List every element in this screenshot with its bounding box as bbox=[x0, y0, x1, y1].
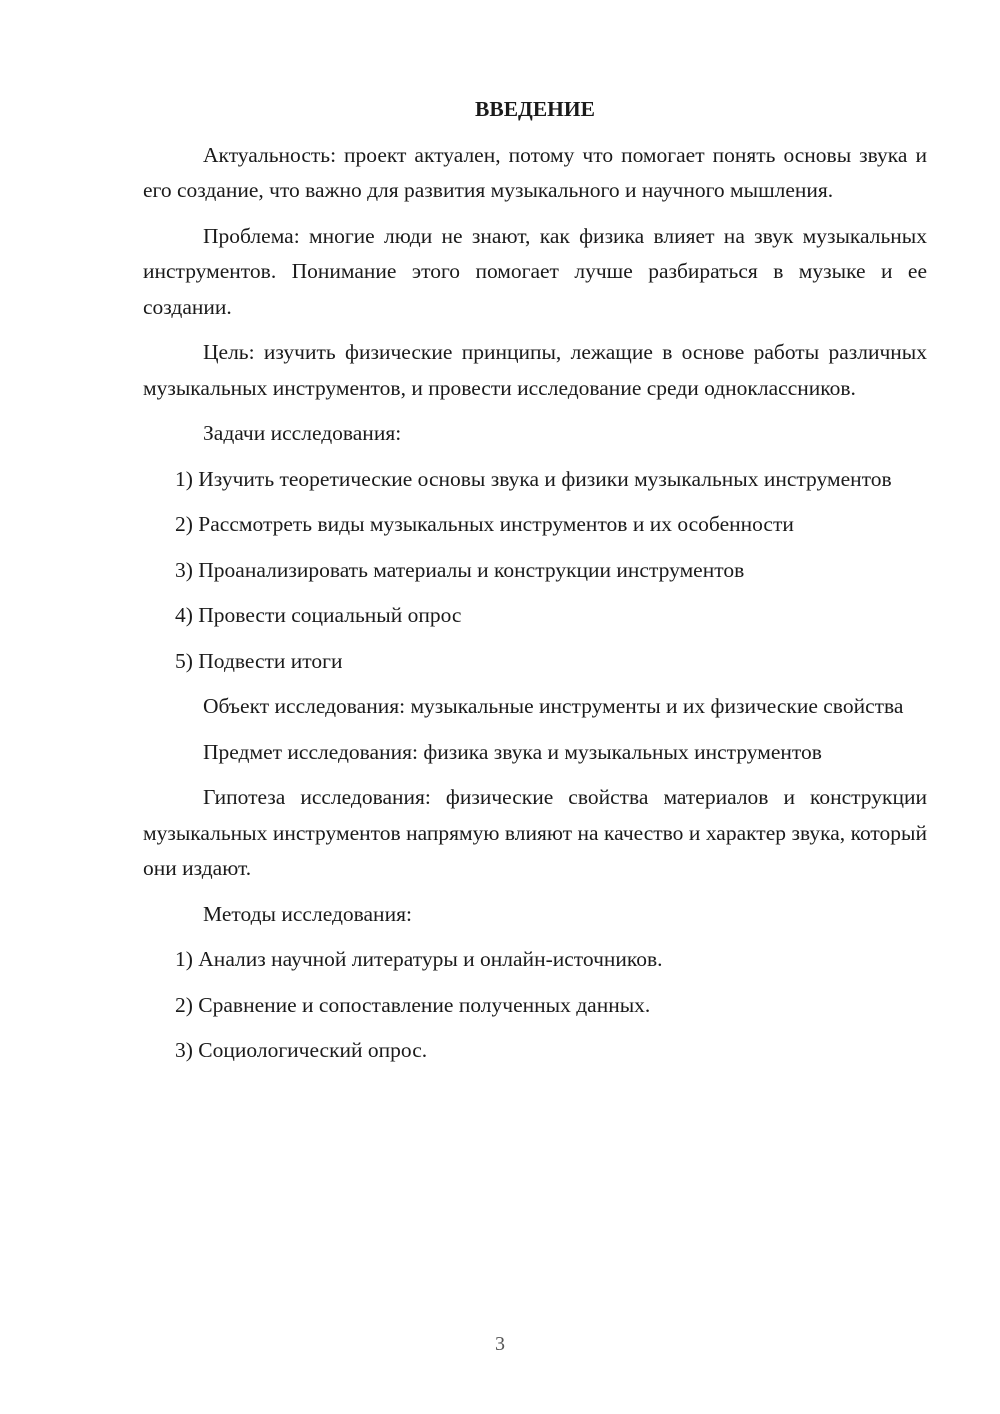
task-item: 1) Изучить теоретические основы звука и физики музыкальных инструментов bbox=[175, 466, 892, 491]
method-item: 3) Социологический опрос. bbox=[175, 1038, 428, 1062]
hypothesis-paragraph: Гипотеза исследования: физические свойства материалов и конструкции музыкальных инструментов напрямую влияют на качество и характер звука, который они издают. bbox=[143, 785, 927, 880]
task-item: 2) Рассмотреть виды музыкальных инструментов и их особенности bbox=[175, 512, 794, 536]
method-item: 2) Сравнение и сопоставление полученных данных. bbox=[175, 992, 651, 1017]
methods-heading: Методы исследования: bbox=[203, 901, 412, 926]
task-item: 3) Проанализировать материалы и конструкции инструментов bbox=[175, 557, 745, 582]
problem-paragraph: Проблема: многие люди не знают, как физика влияет на звук музыкальных инструментов. Понимание этого помогает лучше разбираться в музыке и ее создании. bbox=[143, 223, 927, 319]
section-title: ВВЕДЕНИЕ bbox=[475, 97, 595, 121]
relevance-paragraph: Актуальность: проект актуален, потому что помогает понять основы звука и его создание, что важно для развития музыкального и научного мышления. bbox=[143, 142, 927, 202]
document-page bbox=[143, 92, 927, 1079]
task-item: 5) Подвести итоги bbox=[175, 648, 343, 673]
method-item: 1) Анализ научной литературы и онлайн-источников. bbox=[175, 947, 663, 971]
page-number: 3 bbox=[495, 1333, 505, 1355]
tasks-heading: Задачи исследования: bbox=[203, 421, 402, 445]
goal-paragraph: Цель: изучить физические принципы, лежащие в основе работы различных музыкальных инструментов, и провести исследование среди одноклассников. bbox=[143, 340, 927, 400]
task-item: 4) Провести социальный опрос bbox=[175, 603, 462, 627]
subject-paragraph: Предмет исследования: физика звука и музыкальных инструментов bbox=[203, 739, 822, 764]
object-paragraph: Объект исследования: музыкальные инструменты и их физические свойства bbox=[203, 694, 904, 718]
